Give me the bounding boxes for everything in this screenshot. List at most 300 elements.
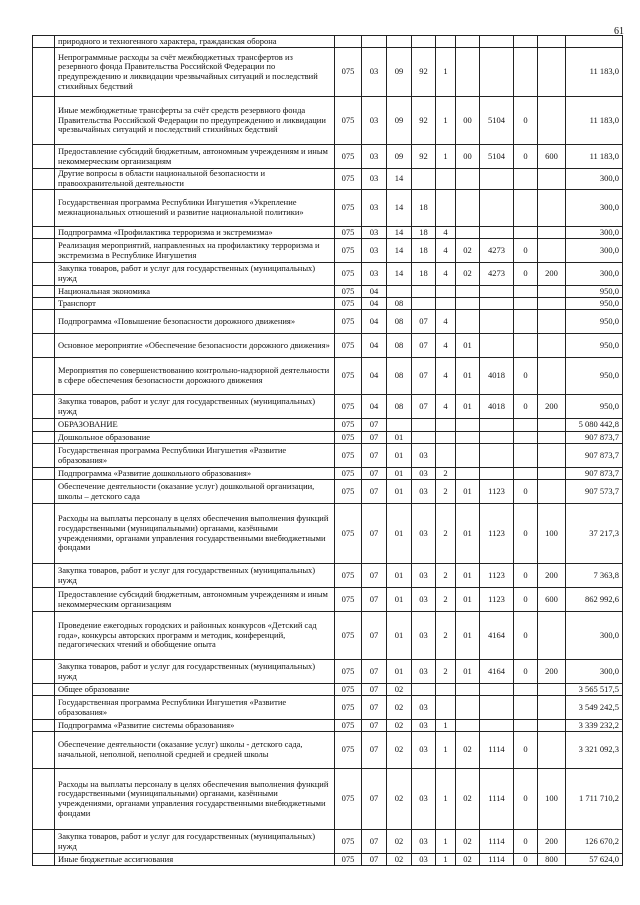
table-row [33, 468, 623, 480]
program-code [412, 298, 436, 310]
zero-code: 0 [514, 480, 538, 504]
program-code: 07 [412, 395, 436, 419]
ministry-code [335, 36, 362, 48]
subprogram-code: 1 [436, 732, 456, 769]
subprogram-code: 4 [436, 310, 456, 334]
row-name: Расходы на выплаты персоналу в целях обеспечения выполнения функций государственными (муниципальными) органами, казёнными учреждениями, органами управления государственными внебюджетными фондами [55, 769, 335, 830]
row-name: Иные межбюджетные трансферты за счёт средств резервного фонда Правительства Российской Федерации по предупреждению и ликвидации чрезвычайных ситуаций и последствий стихийных бедствий [55, 97, 335, 145]
ministry-code: 075 [335, 564, 362, 588]
table-row [33, 684, 623, 696]
row-name: Предоставление субсидий бюджетным, автономным учреждениям и иным некоммерческим организациям [55, 145, 335, 169]
table-row [33, 310, 623, 334]
subsection-code: 01 [387, 612, 412, 660]
subprogram-code: 1 [436, 48, 456, 97]
ministry-code: 075 [335, 612, 362, 660]
subsection-code: 08 [387, 334, 412, 358]
subsection-code: 01 [387, 660, 412, 684]
ministry-code: 075 [335, 830, 362, 854]
activity-code: 02 [456, 830, 480, 854]
program-code: 03 [412, 444, 436, 468]
section-code: 07 [362, 732, 387, 769]
activity-code [456, 432, 480, 444]
zero-code [514, 419, 538, 432]
section-code: 04 [362, 395, 387, 419]
activity-code [456, 169, 480, 190]
section-code: 03 [362, 263, 387, 286]
zero-code [514, 36, 538, 48]
row-amount: 950,0 [566, 395, 623, 419]
activity-code: 02 [456, 263, 480, 286]
subprogram-code: 1 [436, 830, 456, 854]
section-code: 03 [362, 97, 387, 145]
row-blank-cell [33, 48, 55, 97]
row-name: Государственная программа Республики Ингушетия «Развитие образования» [55, 696, 335, 720]
activity-code [456, 444, 480, 468]
direction-code [480, 298, 514, 310]
table-row [33, 286, 623, 298]
zero-code [514, 468, 538, 480]
row-amount: 950,0 [566, 334, 623, 358]
expense-type-code [538, 444, 566, 468]
page-number: 61 [614, 26, 624, 37]
table-row [33, 145, 623, 169]
activity-code [456, 310, 480, 334]
subprogram-code: 4 [436, 227, 456, 239]
row-amount: 1 711 710,2 [566, 769, 623, 830]
row-amount: 11 183,0 [566, 145, 623, 169]
zero-code: 0 [514, 564, 538, 588]
section-code: 03 [362, 169, 387, 190]
expense-type-code [538, 36, 566, 48]
direction-code: 5104 [480, 97, 514, 145]
subsection-code: 01 [387, 564, 412, 588]
subprogram-code: 2 [436, 612, 456, 660]
row-name: Обеспечение деятельности (оказание услуг) школы - детского сада, начальной, неполной, неполной средней и средней школы [55, 732, 335, 769]
program-code: 07 [412, 334, 436, 358]
zero-code: 0 [514, 660, 538, 684]
row-amount: 3 321 092,3 [566, 732, 623, 769]
ministry-code: 075 [335, 854, 362, 866]
program-code: 03 [412, 769, 436, 830]
row-blank-cell [33, 432, 55, 444]
subprogram-code: 1 [436, 97, 456, 145]
section-code: 03 [362, 239, 387, 263]
row-amount: 126 670,2 [566, 830, 623, 854]
subsection-code [387, 286, 412, 298]
ministry-code: 075 [335, 588, 362, 612]
row-amount: 37 217,3 [566, 504, 623, 564]
direction-code: 4164 [480, 660, 514, 684]
direction-code [480, 444, 514, 468]
ministry-code: 075 [335, 732, 362, 769]
ministry-code: 075 [335, 395, 362, 419]
row-blank-cell [33, 310, 55, 334]
program-code: 92 [412, 48, 436, 97]
subprogram-code [436, 286, 456, 298]
expense-type-code [538, 227, 566, 239]
activity-code [456, 48, 480, 97]
zero-code: 0 [514, 504, 538, 564]
row-blank-cell [33, 660, 55, 684]
ministry-code: 075 [335, 444, 362, 468]
row-amount: 907 873,7 [566, 432, 623, 444]
row-blank-cell [33, 395, 55, 419]
activity-code [456, 286, 480, 298]
zero-code: 0 [514, 732, 538, 769]
direction-code [480, 468, 514, 480]
row-name: Другие вопросы в области национальной безопасности и правоохранительной деятельности [55, 169, 335, 190]
section-code: 03 [362, 48, 387, 97]
row-blank-cell [33, 504, 55, 564]
ministry-code: 075 [335, 48, 362, 97]
row-name: природного и техногенного характера, гражданская оборона [55, 36, 335, 48]
row-name: Мероприятия по совершенствованию контрольно-надзорной деятельности в сфере обеспечения безопасности дорожного движения [55, 358, 335, 395]
zero-code [514, 444, 538, 468]
row-blank-cell [33, 444, 55, 468]
row-amount: 3 565 517,5 [566, 684, 623, 696]
zero-code [514, 310, 538, 334]
subsection-code: 02 [387, 720, 412, 732]
section-code: 07 [362, 468, 387, 480]
row-amount: 907 573,7 [566, 480, 623, 504]
section-code: 04 [362, 334, 387, 358]
row-name: Реализация мероприятий, направленных на профилактику терроризма и экстремизма в Республике Ингушетия [55, 239, 335, 263]
row-amount: 300,0 [566, 263, 623, 286]
subprogram-code: 1 [436, 854, 456, 866]
table-row [33, 395, 623, 419]
program-code: 03 [412, 830, 436, 854]
row-amount: 3 339 232,2 [566, 720, 623, 732]
row-blank-cell [33, 36, 55, 48]
row-blank-cell [33, 145, 55, 169]
row-name: Закупка товаров, работ и услуг для государственных (муниципальных) нужд [55, 395, 335, 419]
row-name: Расходы на выплаты персоналу в целях обеспечения выполнения функций государственными (муниципальными) органами, казёнными учреждениями, органами управления государственными внебюджетными фондами [55, 504, 335, 564]
subprogram-code: 2 [436, 564, 456, 588]
row-name: Проведение ежегодных городских и районных конкурсов «Детский сад года», конкурсы авторских программ и методик, конференций, педагогических чтений и обобщение опыта [55, 612, 335, 660]
row-name: Дошкольное образование [55, 432, 335, 444]
activity-code: 01 [456, 480, 480, 504]
row-blank-cell [33, 830, 55, 854]
section-code: 07 [362, 564, 387, 588]
row-name: Непрограммные расходы за счёт межбюджетных трансфертов из резервного фонда Правительства Российской Федерации по предупреждению и ликвидации чрезвычайных ситуаций и последствий стихийных бедствий [55, 48, 335, 97]
section-code: 03 [362, 145, 387, 169]
activity-code: 02 [456, 854, 480, 866]
ministry-code: 075 [335, 286, 362, 298]
zero-code: 0 [514, 588, 538, 612]
activity-code: 01 [456, 504, 480, 564]
program-code: 18 [412, 190, 436, 227]
expense-type-code [538, 286, 566, 298]
section-code: 07 [362, 660, 387, 684]
activity-code: 02 [456, 732, 480, 769]
table-row [33, 660, 623, 684]
expense-type-code: 800 [538, 854, 566, 866]
expense-type-code [538, 97, 566, 145]
activity-code [456, 227, 480, 239]
zero-code [514, 720, 538, 732]
subprogram-code: 4 [436, 239, 456, 263]
direction-code: 4018 [480, 358, 514, 395]
program-code: 03 [412, 720, 436, 732]
table-row [33, 334, 623, 358]
zero-code: 0 [514, 854, 538, 866]
direction-code [480, 696, 514, 720]
zero-code [514, 286, 538, 298]
table-row [33, 854, 623, 866]
section-code [362, 36, 387, 48]
section-code: 07 [362, 588, 387, 612]
ministry-code: 075 [335, 190, 362, 227]
expense-type-code: 200 [538, 830, 566, 854]
section-code: 07 [362, 720, 387, 732]
program-code: 03 [412, 696, 436, 720]
section-code: 07 [362, 830, 387, 854]
row-blank-cell [33, 298, 55, 310]
ministry-code: 075 [335, 769, 362, 830]
direction-code: 4273 [480, 239, 514, 263]
direction-code: 1123 [480, 564, 514, 588]
section-code: 04 [362, 298, 387, 310]
program-code: 03 [412, 564, 436, 588]
subsection-code: 02 [387, 830, 412, 854]
subsection-code: 09 [387, 145, 412, 169]
section-code: 07 [362, 684, 387, 696]
direction-code [480, 310, 514, 334]
row-amount: 950,0 [566, 310, 623, 334]
row-amount: 300,0 [566, 239, 623, 263]
subsection-code [387, 36, 412, 48]
expense-type-code: 200 [538, 395, 566, 419]
activity-code [456, 298, 480, 310]
direction-code [480, 286, 514, 298]
program-code: 03 [412, 588, 436, 612]
subsection-code: 14 [387, 190, 412, 227]
ministry-code: 075 [335, 97, 362, 145]
subprogram-code [436, 298, 456, 310]
row-name: Предоставление субсидий бюджетным, автономным учреждениям и иным некоммерческим организациям [55, 588, 335, 612]
ministry-code: 075 [335, 239, 362, 263]
subprogram-code: 4 [436, 395, 456, 419]
row-blank-cell [33, 564, 55, 588]
direction-code: 1123 [480, 588, 514, 612]
section-code: 07 [362, 612, 387, 660]
direction-code [480, 419, 514, 432]
row-blank-cell [33, 732, 55, 769]
ministry-code: 075 [335, 419, 362, 432]
row-amount: 862 992,6 [566, 588, 623, 612]
ministry-code: 075 [335, 169, 362, 190]
row-amount: 300,0 [566, 660, 623, 684]
direction-code [480, 334, 514, 358]
expense-type-code [538, 720, 566, 732]
activity-code: 01 [456, 660, 480, 684]
subsection-code: 14 [387, 263, 412, 286]
table-row [33, 564, 623, 588]
subsection-code: 08 [387, 310, 412, 334]
expense-type-code [538, 48, 566, 97]
subprogram-code: 2 [436, 588, 456, 612]
expense-type-code: 100 [538, 504, 566, 564]
activity-code: 01 [456, 395, 480, 419]
row-name: Обеспечение деятельности (оказание услуг) дошкольной организации, школы – детского сада [55, 480, 335, 504]
zero-code [514, 298, 538, 310]
subsection-code: 02 [387, 732, 412, 769]
table-row [33, 419, 623, 432]
ministry-code: 075 [335, 660, 362, 684]
activity-code: 01 [456, 358, 480, 395]
row-name: Общее образование [55, 684, 335, 696]
subsection-code: 01 [387, 468, 412, 480]
row-blank-cell [33, 696, 55, 720]
section-code: 07 [362, 504, 387, 564]
table-row [33, 190, 623, 227]
row-name: Закупка товаров, работ и услуг для государственных (муниципальных) нужд [55, 263, 335, 286]
subprogram-code [436, 36, 456, 48]
activity-code: 02 [456, 239, 480, 263]
row-amount: 950,0 [566, 298, 623, 310]
subprogram-code: 2 [436, 468, 456, 480]
subsection-code: 09 [387, 97, 412, 145]
row-amount: 907 873,7 [566, 468, 623, 480]
ministry-code: 075 [335, 504, 362, 564]
row-blank-cell [33, 334, 55, 358]
table-row [33, 444, 623, 468]
row-amount: 3 549 242,5 [566, 696, 623, 720]
row-name: Закупка товаров, работ и услуг для государственных (муниципальных) нужд [55, 564, 335, 588]
ministry-code: 075 [335, 145, 362, 169]
ministry-code: 075 [335, 263, 362, 286]
direction-code: 1114 [480, 769, 514, 830]
row-blank-cell [33, 169, 55, 190]
row-amount: 5 080 442,8 [566, 419, 623, 432]
program-code [412, 169, 436, 190]
program-code: 07 [412, 358, 436, 395]
expense-type-code: 200 [538, 263, 566, 286]
row-amount [566, 36, 623, 48]
section-code: 07 [362, 769, 387, 830]
row-amount: 300,0 [566, 169, 623, 190]
table-row [33, 298, 623, 310]
table-row [33, 504, 623, 564]
zero-code: 0 [514, 769, 538, 830]
row-blank-cell [33, 468, 55, 480]
subprogram-code [436, 169, 456, 190]
expense-type-code: 600 [538, 588, 566, 612]
direction-code [480, 684, 514, 696]
direction-code: 1123 [480, 504, 514, 564]
row-name: Иные бюджетные ассигнования [55, 854, 335, 866]
subprogram-code [436, 419, 456, 432]
row-blank-cell [33, 588, 55, 612]
table-row [33, 48, 623, 97]
direction-code: 1114 [480, 854, 514, 866]
section-code: 04 [362, 310, 387, 334]
activity-code [456, 419, 480, 432]
section-code: 07 [362, 444, 387, 468]
zero-code [514, 169, 538, 190]
subprogram-code [436, 190, 456, 227]
subsection-code: 02 [387, 854, 412, 866]
table-row [33, 227, 623, 239]
direction-code [480, 169, 514, 190]
table-row [33, 588, 623, 612]
section-code: 07 [362, 480, 387, 504]
program-code: 03 [412, 612, 436, 660]
program-code: 03 [412, 468, 436, 480]
subprogram-code: 2 [436, 480, 456, 504]
activity-code [456, 468, 480, 480]
expense-type-code [538, 684, 566, 696]
table-row [33, 696, 623, 720]
expense-type-code: 200 [538, 660, 566, 684]
subprogram-code [436, 684, 456, 696]
direction-code: 4018 [480, 395, 514, 419]
expense-type-code [538, 298, 566, 310]
expense-type-code: 600 [538, 145, 566, 169]
row-blank-cell [33, 97, 55, 145]
row-name: Транспорт [55, 298, 335, 310]
ministry-code: 075 [335, 298, 362, 310]
row-blank-cell [33, 480, 55, 504]
subsection-code: 14 [387, 239, 412, 263]
zero-code [514, 334, 538, 358]
subsection-code: 02 [387, 769, 412, 830]
row-blank-cell [33, 419, 55, 432]
section-code: 07 [362, 419, 387, 432]
activity-code: 01 [456, 612, 480, 660]
row-amount: 11 183,0 [566, 48, 623, 97]
zero-code [514, 227, 538, 239]
subprogram-code: 1 [436, 145, 456, 169]
direction-code [480, 36, 514, 48]
subsection-code [387, 419, 412, 432]
subprogram-code: 1 [436, 720, 456, 732]
subsection-code: 08 [387, 395, 412, 419]
ministry-code: 075 [335, 227, 362, 239]
zero-code [514, 696, 538, 720]
activity-code: 01 [456, 334, 480, 358]
program-code [412, 432, 436, 444]
table-row [33, 432, 623, 444]
row-name: ОБРАЗОВАНИЕ [55, 419, 335, 432]
activity-code [456, 696, 480, 720]
row-blank-cell [33, 684, 55, 696]
row-amount: 300,0 [566, 190, 623, 227]
row-blank-cell [33, 286, 55, 298]
program-code: 92 [412, 97, 436, 145]
subsection-code: 01 [387, 432, 412, 444]
row-amount: 950,0 [566, 286, 623, 298]
subprogram-code: 4 [436, 358, 456, 395]
activity-code [456, 684, 480, 696]
row-name: Подпрограмма «Профилактика терроризма и экстремизма» [55, 227, 335, 239]
zero-code: 0 [514, 97, 538, 145]
activity-code [456, 720, 480, 732]
row-amount: 300,0 [566, 227, 623, 239]
row-name: Основное мероприятие «Обеспечение безопасности дорожного движения» [55, 334, 335, 358]
program-code [412, 419, 436, 432]
activity-code [456, 36, 480, 48]
section-code: 03 [362, 227, 387, 239]
expense-type-code [538, 732, 566, 769]
zero-code: 0 [514, 612, 538, 660]
section-code: 03 [362, 190, 387, 227]
row-name: Закупка товаров, работ и услуг для государственных (муниципальных) нужд [55, 660, 335, 684]
ministry-code: 075 [335, 684, 362, 696]
subsection-code: 14 [387, 169, 412, 190]
row-blank-cell [33, 263, 55, 286]
section-code: 07 [362, 432, 387, 444]
